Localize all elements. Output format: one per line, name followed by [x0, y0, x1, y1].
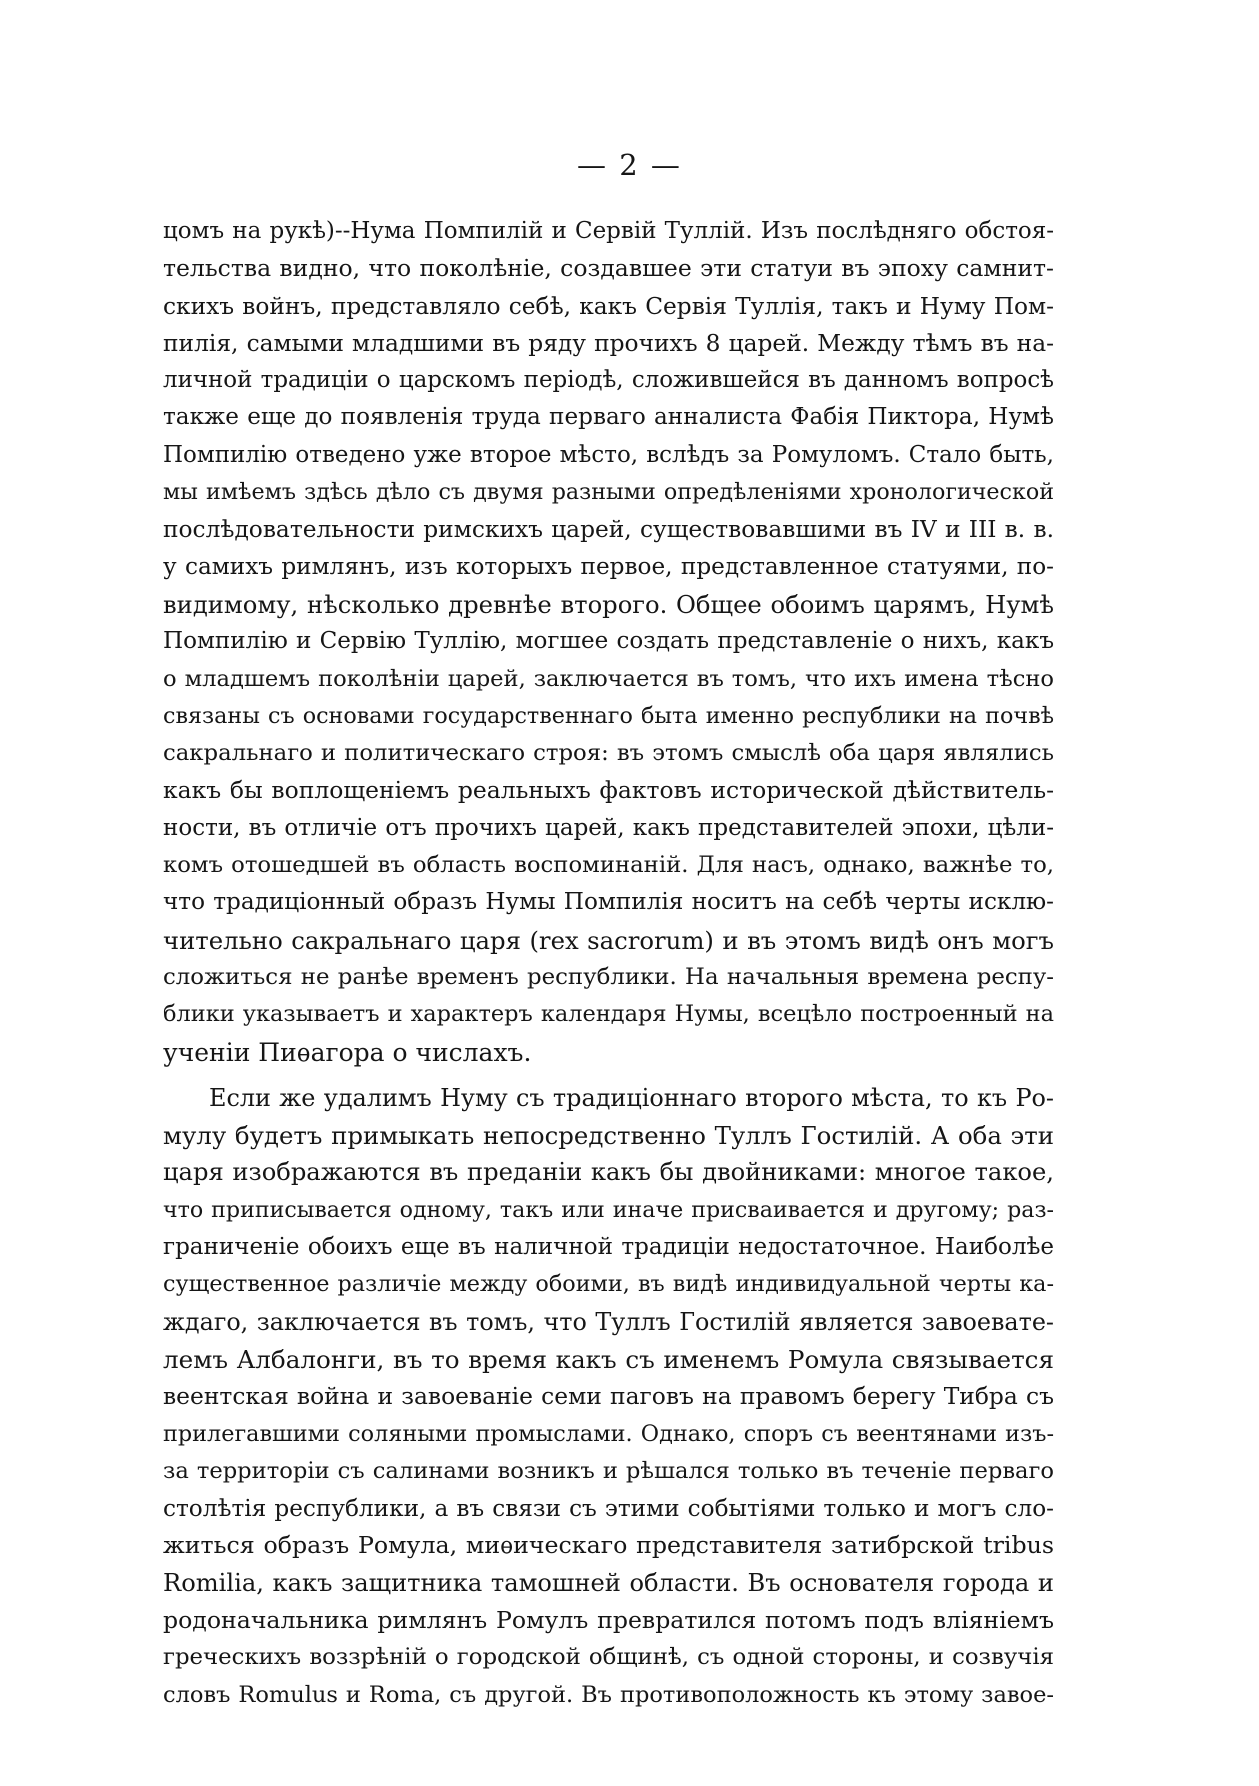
- text-line: веентская война и завоеваніе семи паговъ на правомъ берегу Тибра съ: [163, 1382, 1054, 1411]
- paragraph-2: [163, 1080, 1054, 1714]
- text-line: житься образъ Ромула, миѳическаго представителя затибрской tribus: [163, 1531, 1054, 1560]
- text-line: мулу будетъ примыкать непосредственно Туллъ Гостилій. А оба эти: [163, 1121, 1054, 1151]
- paragraph-1: [163, 213, 1054, 1071]
- text-line: Если же удалимъ Нуму съ традиціоннаго второго мѣста, то къ Ро-: [209, 1083, 1054, 1112]
- text-line: граниченіе обоихъ еще въ наличной традиціи недостаточное. Наиболѣе: [163, 1234, 1054, 1261]
- text-line: родоначальника римлянъ Ромулъ превратился потомъ подъ вліяніемъ: [163, 1605, 1054, 1634]
- text-line: за территоріи съ салинами возникъ и рѣшался только въ теченіе перваго: [163, 1457, 1054, 1484]
- text-line: какъ бы воплощеніемъ реальныхъ фактовъ исторической дѣйствитель-: [163, 776, 1054, 805]
- text-line: лемъ Албалонги, въ то время какъ съ именемъ Ромула связывается: [163, 1344, 1054, 1374]
- text-line: блики указываетъ и характеръ календаря Нумы, всецѣло построенный на: [163, 1001, 1054, 1028]
- text-line: связаны съ основами государственнаго быта именно республики на почвѣ: [163, 702, 1054, 729]
- text-line: что традиціонный образъ Нумы Помпилія носитъ на себѣ черты исклю-: [163, 889, 1054, 916]
- text-line: Помпилію отведено уже второе мѣсто, вслѣдъ за Ромуломъ. Стало быть,: [163, 441, 1054, 468]
- text-line: видимому, нѣсколько древнѣе второго. Общее обоимъ царямъ, Нумѣ: [163, 589, 1054, 619]
- text-line: у самихъ римлянъ, изъ которыхъ первое, представленное статуями, по-: [163, 553, 1054, 580]
- text-line: Помпилію и Сервію Туллію, могшее создать представленіе о нихъ, какъ: [163, 628, 1054, 655]
- text-line: столѣтія республики, а въ связи съ этими событіями только и могъ сло-: [163, 1495, 1054, 1523]
- text-line: греческихъ воззрѣній о городской общинѣ, съ одной стороны, и созвучія: [163, 1644, 1054, 1671]
- text-line: также еще до появленія труда перваго анналиста Фабія Пиктора, Нумѣ: [163, 404, 1054, 431]
- text-line: цомъ на рукѣ)--Нума Помпилій и Сервій Туллій. Изъ послѣдняго обстоя-: [163, 218, 1054, 244]
- text-line: сакральнаго и политическаго строя: въ этомъ смыслѣ оба царя являлись: [163, 740, 1054, 767]
- text-line: словъ Romulus и Roma, съ другой. Въ противоположность къ этому завое-: [163, 1681, 1054, 1708]
- text-line: ждаго, заключается въ томъ, что Туллъ Гостилій является завоевате-: [163, 1307, 1054, 1336]
- page-number: — 2 —: [577, 148, 682, 182]
- text-line: пилія, самыми младшими въ ряду прочихъ 8 царей. Между тѣмъ въ на-: [163, 329, 1054, 357]
- text-line: послѣдовательности римскихъ царей, существовавшими въ IV и III в. в.: [163, 516, 1054, 544]
- text-line: мы имѣемъ здѣсь дѣло съ двумя разными опредѣленіями хронологической: [163, 479, 1054, 506]
- text-line: личной традиціи о царскомъ періодѣ, сложившейся въ данномъ вопросѣ: [163, 367, 1054, 394]
- text-line: тельства видно, что поколѣніе, создавшее эти статуи въ эпоху самнит-: [163, 254, 1054, 283]
- text-line: существенное различіе между обоими, въ видѣ индивидуальной черты ка-: [163, 1271, 1054, 1298]
- body-text: [163, 213, 1054, 1714]
- text-line: что приписывается одному, такъ или иначе присваивается и другому; раз-: [163, 1196, 1054, 1223]
- text-line: о младшемъ поколѣніи царей, заключается въ томъ, что ихъ имена тѣсно: [163, 665, 1054, 692]
- text-line: царя изображаются въ преданіи какъ бы двойниками: многое такое,: [163, 1158, 1054, 1187]
- text-line: сложиться не ранѣе временъ республики. На начальныя времена респу-: [163, 963, 1054, 990]
- text-line: скихъ войнъ, представляло себѣ, какъ Сервія Туллія, такъ и Нуму Пом-: [163, 292, 1054, 320]
- text-line: ности, въ отличіе отъ прочихъ царей, какъ представителей эпохи, цѣли-: [163, 814, 1054, 841]
- text-line: ученіи Пиѳагора о числахъ.: [163, 1037, 532, 1067]
- text-line: чительно сакральнаго царя (rex sacrorum) и въ этомъ видѣ онъ могъ: [163, 925, 1054, 955]
- text-line: прилегавшими соляными промыслами. Однако, споръ съ веентянами изъ-: [163, 1420, 1054, 1447]
- text-line: комъ отошедшей въ область воспоминаній. Для насъ, однако, важнѣе то,: [163, 852, 1054, 879]
- text-line: Romilia, какъ защитника тамошней области. Въ основателя города и: [163, 1568, 1054, 1597]
